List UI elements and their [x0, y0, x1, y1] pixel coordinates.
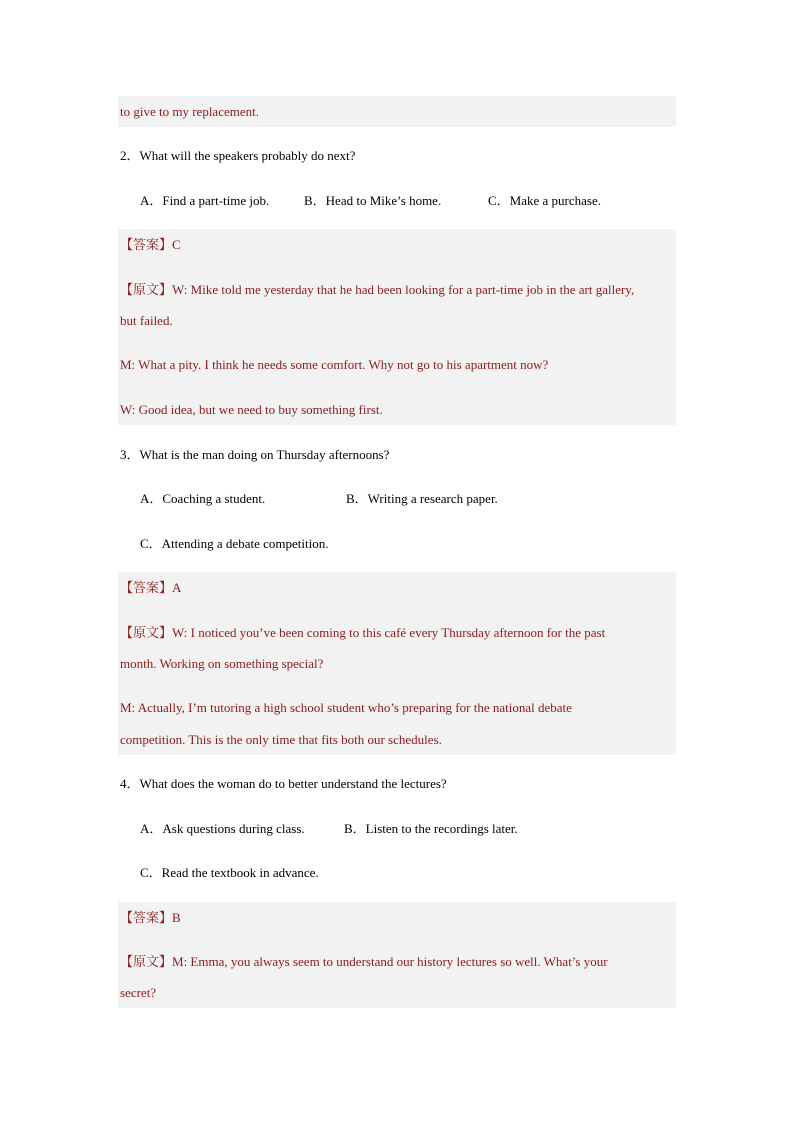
transcript-line	[120, 625, 605, 641]
transcript-line: competition. This is the only time that fits both our schedules.	[120, 732, 442, 747]
question-stem: 2．What will the speakers probably do next?	[120, 148, 356, 163]
transcript-label: 【原文】	[120, 282, 173, 297]
transcript-line: secret?	[120, 985, 157, 1000]
transcript-line: M: What a pity. I think he needs some comfort. Why not go to his apartment now?	[120, 357, 549, 372]
transcript-text: W: I noticed you’ve been coming to this café every Thursday afternoon for the past	[172, 625, 606, 640]
transcript-label: 【原文】	[120, 625, 173, 640]
transcript-line	[120, 954, 608, 970]
option-b: B．Head to Mike’s home.	[304, 193, 442, 208]
transcript-line	[120, 282, 634, 298]
transcript-text: M: Emma, you always seem to understand our history lectures so well. What’s your	[172, 954, 608, 969]
transcript-line: to give to my replacement.	[120, 104, 259, 119]
option-c: C．Make a purchase.	[488, 193, 601, 208]
transcript-label: 【原文】	[120, 954, 173, 969]
option-c: C．Read the textbook in advance.	[140, 865, 319, 880]
option-b: B．Writing a research paper.	[346, 491, 498, 506]
answer-label: 【答案】C	[120, 237, 181, 252]
transcript-line: M: Actually, I’m tutoring a high school student who’s preparing for the national debate	[120, 700, 572, 715]
option-a: A．Ask questions during class.	[140, 821, 305, 836]
option-a: A．Coaching a student.	[140, 491, 266, 506]
transcript-text: W: Mike told me yesterday that he had been looking for a part-time job in the art gallery,	[172, 282, 635, 297]
transcript-line: W: Good idea, but we need to buy something first.	[120, 402, 383, 417]
option-c: C．Attending a debate competition.	[140, 536, 329, 551]
question-stem: 4．What does the woman do to better understand the lectures?	[120, 776, 447, 791]
answer-block-q2	[118, 229, 676, 425]
option-b: B．Listen to the recordings later.	[344, 821, 518, 836]
answer-label: 【答案】B	[120, 910, 181, 925]
option-a: A．Find a part-time job.	[140, 193, 270, 208]
answer-label: 【答案】A	[120, 580, 182, 595]
question-stem: 3．What is the man doing on Thursday afternoons?	[120, 447, 390, 462]
transcript-line: month. Working on something special?	[120, 656, 324, 671]
transcript-line: but failed.	[120, 313, 173, 328]
